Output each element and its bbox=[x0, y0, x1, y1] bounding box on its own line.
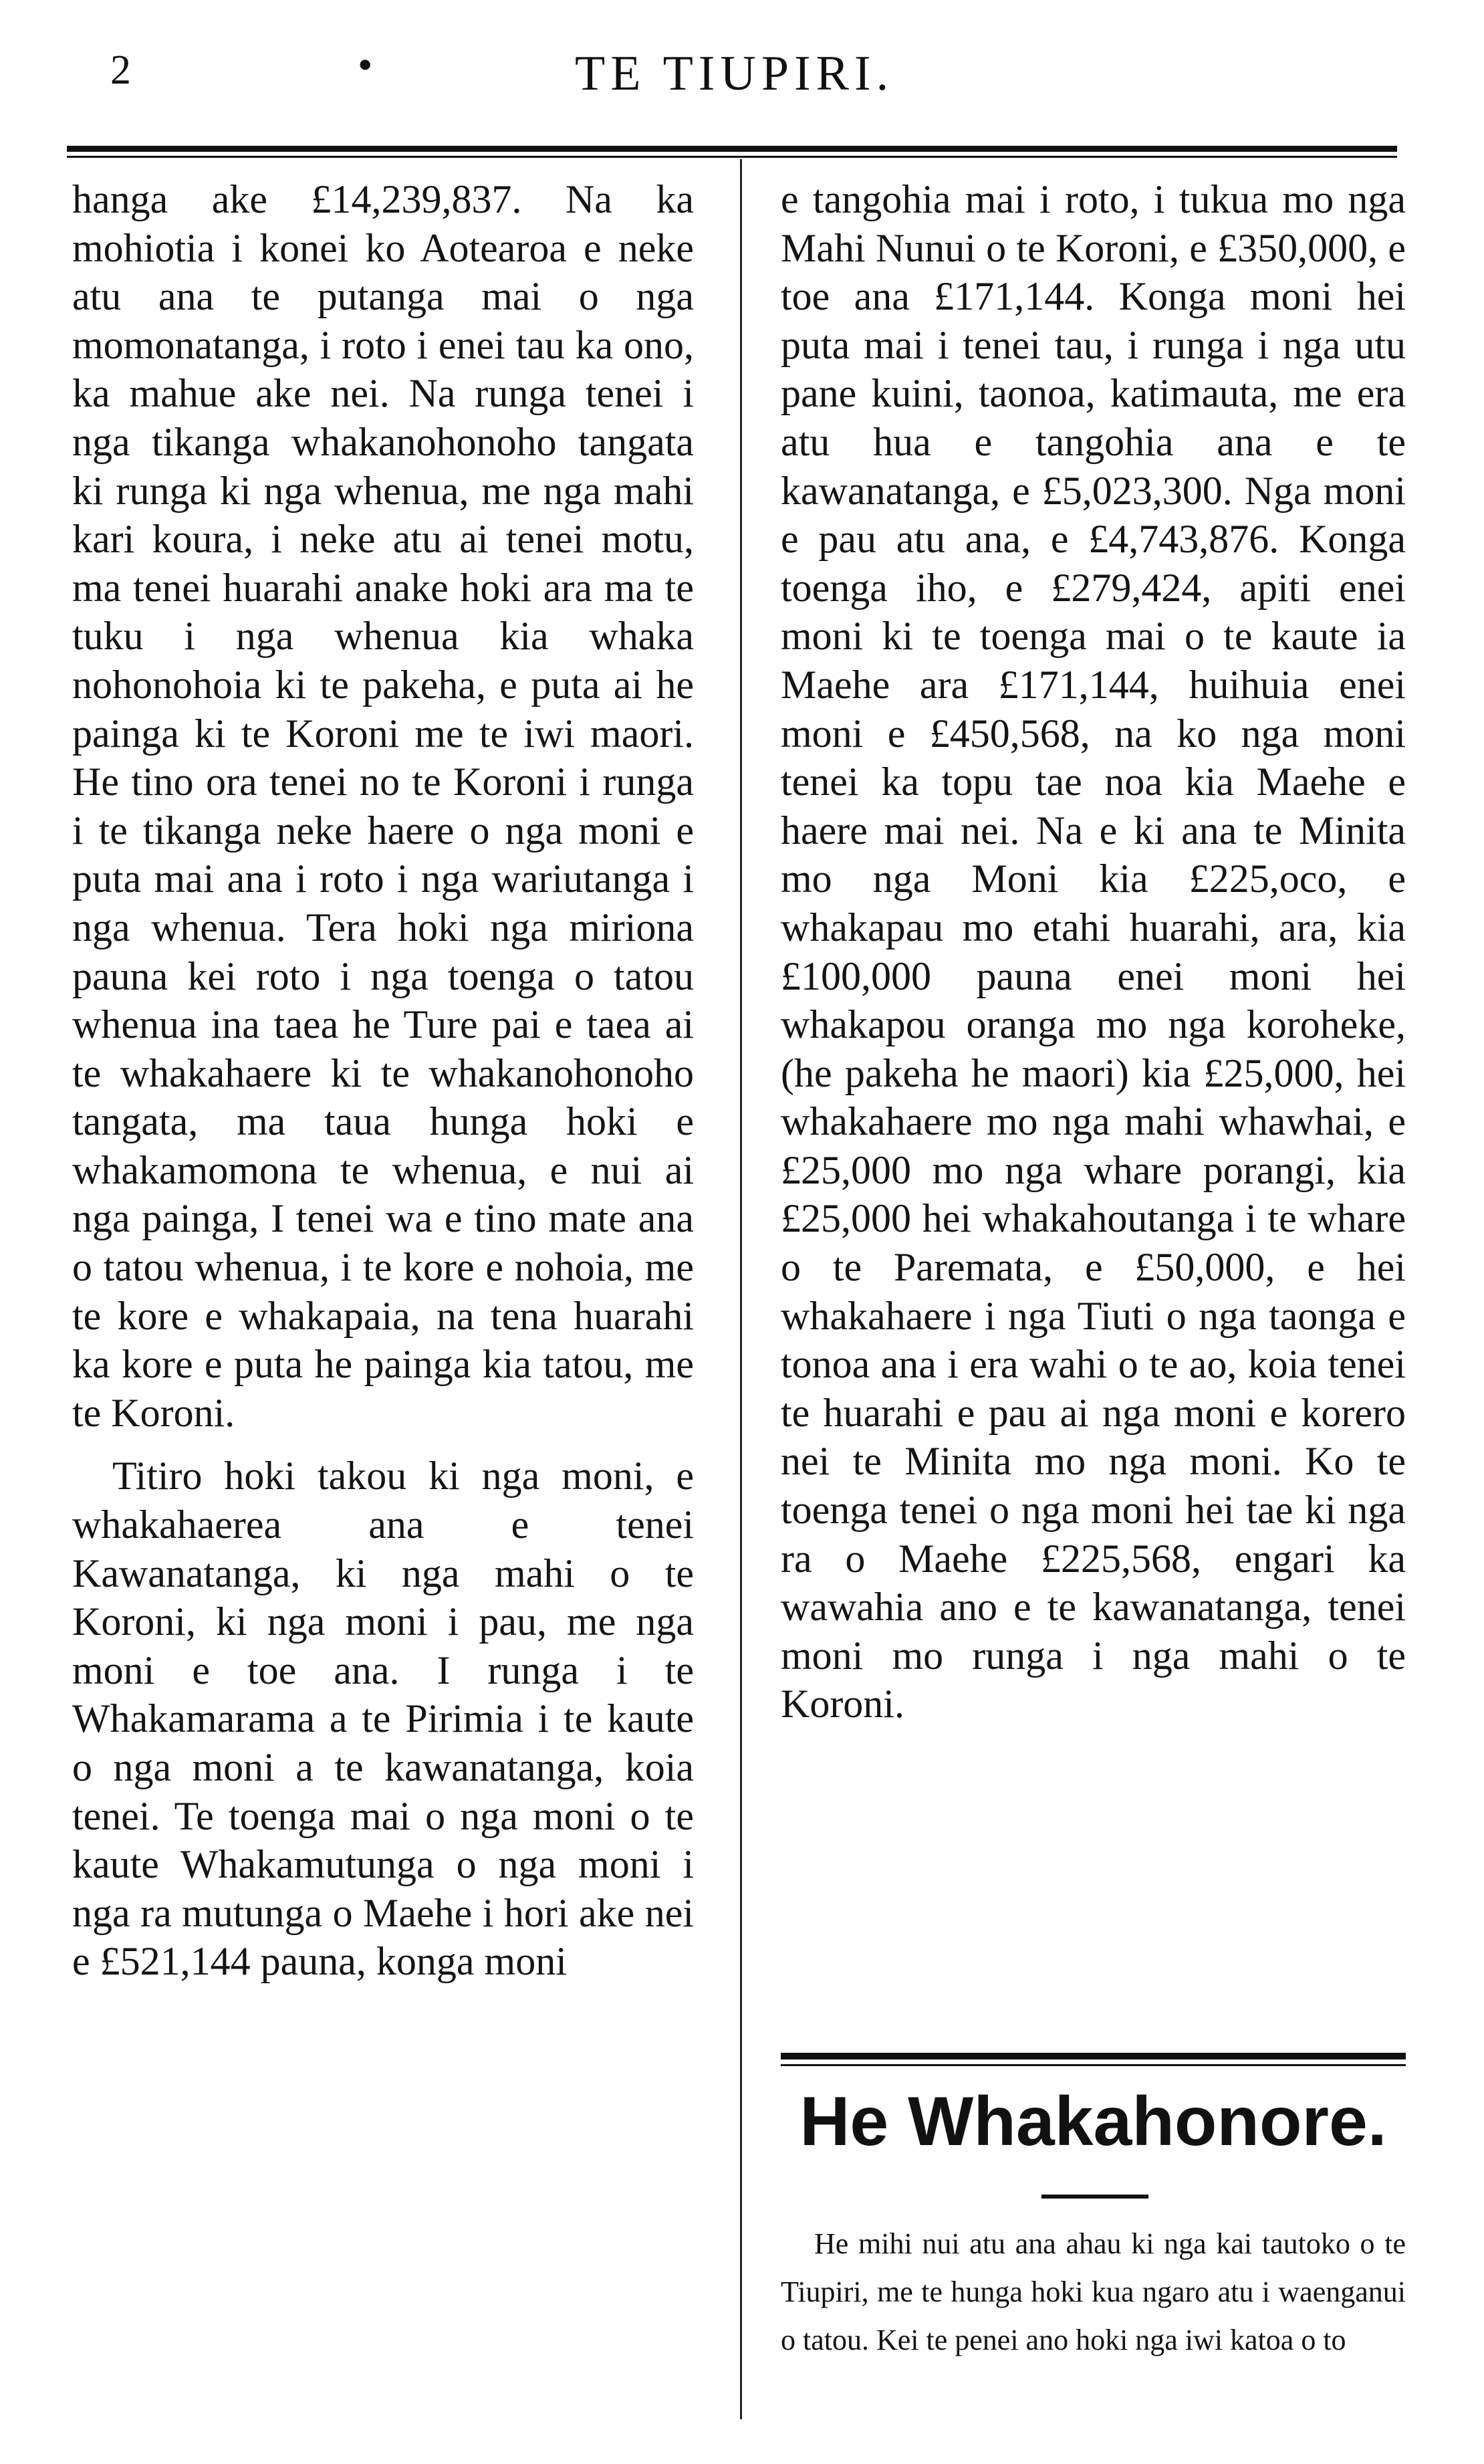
page-header bbox=[0, 33, 1484, 114]
header-separator: • bbox=[358, 41, 373, 88]
header-rule-thick bbox=[67, 146, 1397, 152]
right-paragraph-1: e tangohia mai i roto, i tukua mo nga Mahi Nunui o te Koroni, e £350,000, e toe ana £171,144. Konga moni hei puta mai i tenei tau, i runga i nga utu pane kuini, taonoa, katimauta, me era atu hua e tangohia ana e te kawanatanga, e £5,023,300. Nga moni e pau atu ana, e £4,743,876. Konga toenga iho, e £279,424, apiti enei moni ki te toenga mai o te kaute ia Maehe ara £171,144, huihuia enei moni e £450,568, na ko nga moni tenei ka topu tae noa kia Maehe e haere mai nei. Na e ki ana te Minita mo nga Moni kia £225,oco, e whakapau mo etahi huarahi, ara, kia £100,000 pauna enei moni hei whakapou oranga mo nga koroheke, (he pakeha he maori) kia £25,000, hei whakahaere mo nga mahi whawhai, e £25,000 mo nga whare porangi, kia £25,000 hei whakahoutanga i te whare o te Paremata, e £50,000, e hei whakahaere i nga Tiuti o nga taonga e tonoa ana i era wahi o te ao, koia tenei te huarahi e pau ai nga moni e korero nei te Minita mo nga moni. Ko te toenga tenei o nga moni hei tae ki nga ra o Maehe £225,568, engari ka wawahia ano e te kawanatanga, tenei moni mo runga i nga mahi o te Koroni. bbox=[781, 177, 1406, 1726]
page-number: 2 bbox=[110, 47, 131, 93]
section-body: He mihi nui atu ana ahau ki nga kai tautoko o te Tiupiri, me te hunga hoki kua ngaro atu i waenganui o tatou. Kei te penei ano hoki nga iwi katoa o to bbox=[781, 2227, 1406, 2356]
header-rule-thin bbox=[67, 156, 1397, 158]
column-divider bbox=[740, 159, 742, 2419]
section-title: He Whakahonore. bbox=[799, 2083, 1387, 2160]
running-title: TE TIUPIRI. bbox=[575, 46, 894, 101]
right-column bbox=[781, 175, 1406, 1728]
section-rule-thick bbox=[781, 2053, 1406, 2059]
section-title-rule bbox=[1041, 2195, 1148, 2199]
left-paragraph-1: hanga ake £14,239,837. Na ka mohiotia i konei ko Aotearoa e neke atu ana te putanga mai o nga momonatanga, i roto i enei tau ka ono, ka mahue ake nei. Na runga tenei i nga tikanga whakanohonoho tangata ki runga ki nga whenua, me nga mahi kari koura, i neke atu ai tenei motu, ma tenei huarahi anake hoki ara ma te tuku i nga whenua kia whaka nohonohoia ki te pakeha, e puta ai he painga ki te Koroni me te iwi maori. He tino ora tenei no te Koroni i runga i te tikanga neke haere o nga moni e puta mai ana i roto i nga wariutanga i nga whenua. Tera hoki nga miriona pauna kei roto i nga toenga o tatou whenua ina taea he Ture pai e taea ai te whakahaere ki te whakanohonoho tangata, ma taua hunga hoki e whakamomona te whenua, e nui ai nga painga, I tenei wa e tino mate ana o tatou whenua, i te kore e nohoia, me te kore e whakapaia, na tena huarahi ka kore e puta he painga kia tatou, me te Koroni. bbox=[72, 177, 694, 1435]
section-rule-thin bbox=[781, 2064, 1406, 2066]
left-column bbox=[72, 175, 694, 1986]
left-paragraph-2: Titiro hoki takou ki nga moni, e whakahaerea ana e tenei Kawanatanga, ki nga mahi o te Koroni, ki nga moni i pau, me nga moni e toe ana. I runga i te Whakamarama a te Pirimia i te kaute o nga moni a te kawanatanga, koia tenei. Te toenga mai o nga moni o te kaute Whakamutunga o nga moni i nga ra mutunga o Maehe i hori ake nei e £521,144 pauna, konga moni bbox=[72, 1454, 694, 1984]
